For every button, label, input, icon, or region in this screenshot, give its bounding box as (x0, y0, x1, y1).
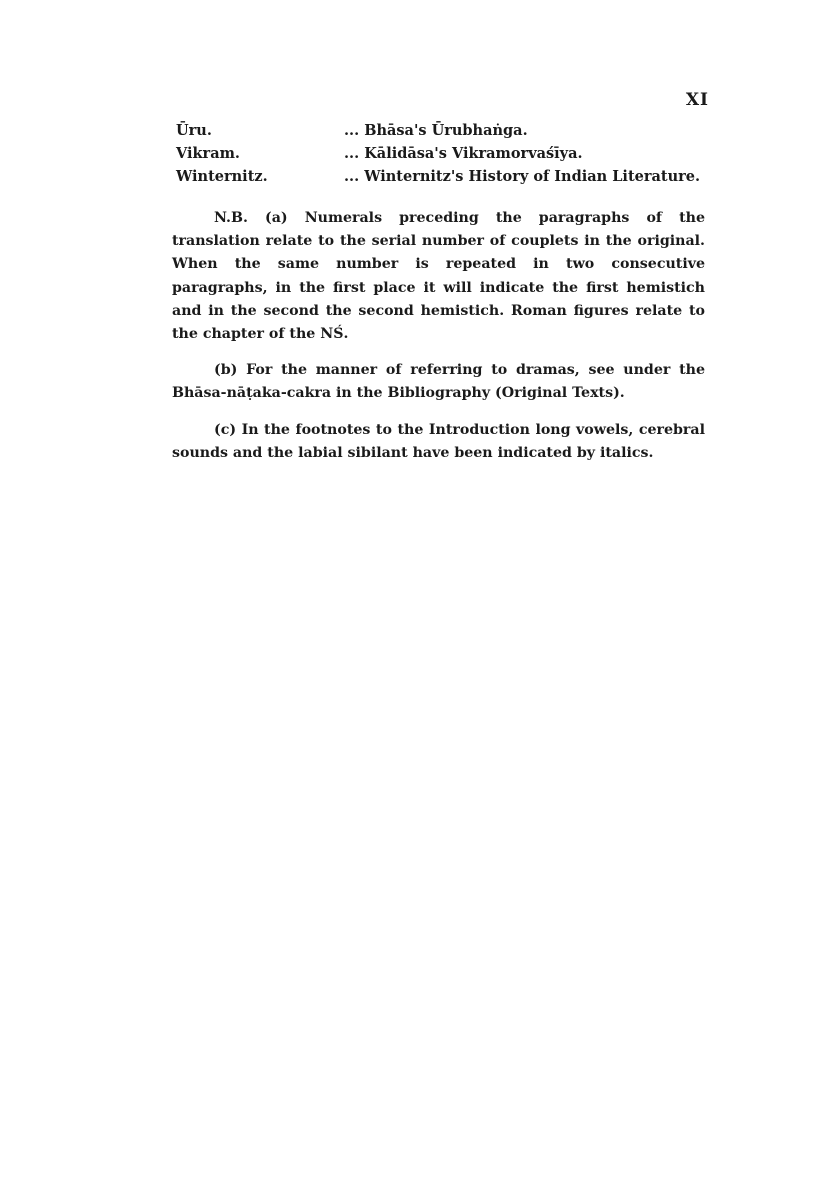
page-number: XI (685, 90, 709, 110)
abbreviation-expansion: ... Kālidāsa's Vikramorvaśīya. (344, 145, 583, 162)
abbreviation-key: Vikram. (176, 145, 240, 162)
note-c: (c) In the footnotes to the Introduction long vowels, cerebral sounds and the labial sibilant have been indicated by italics. (172, 421, 705, 461)
abbreviation-expansion: ... Winternitz's History of Indian Literature. (344, 168, 701, 185)
abbreviation-expansion: ... Bhāsa's Ūrubhaṅga. (344, 122, 528, 139)
abbreviation-key: Ūru. (176, 122, 212, 139)
abbreviation-row (176, 122, 696, 145)
abbreviation-row (176, 145, 696, 168)
note-b: (b) For the manner of referring to dramas, see under the Bhāsa-nāṭaka-cakra in the Bibliography (Original Texts). (172, 362, 705, 402)
notes-section (172, 207, 705, 478)
abbreviation-list (176, 122, 701, 191)
abbreviation-row (176, 168, 701, 191)
abbreviation-key: Winternitz. (176, 168, 268, 185)
note-a: N.B. (a) Numerals preceding the paragraphs of the translation relate to the serial number of couplets in the original. When the same number is repeated in two consecutive paragraphs, in the first place it will indicate the first hemistich and in the second the second hemistich. Roman figures relate to the chapter of the NŚ. (172, 210, 705, 343)
